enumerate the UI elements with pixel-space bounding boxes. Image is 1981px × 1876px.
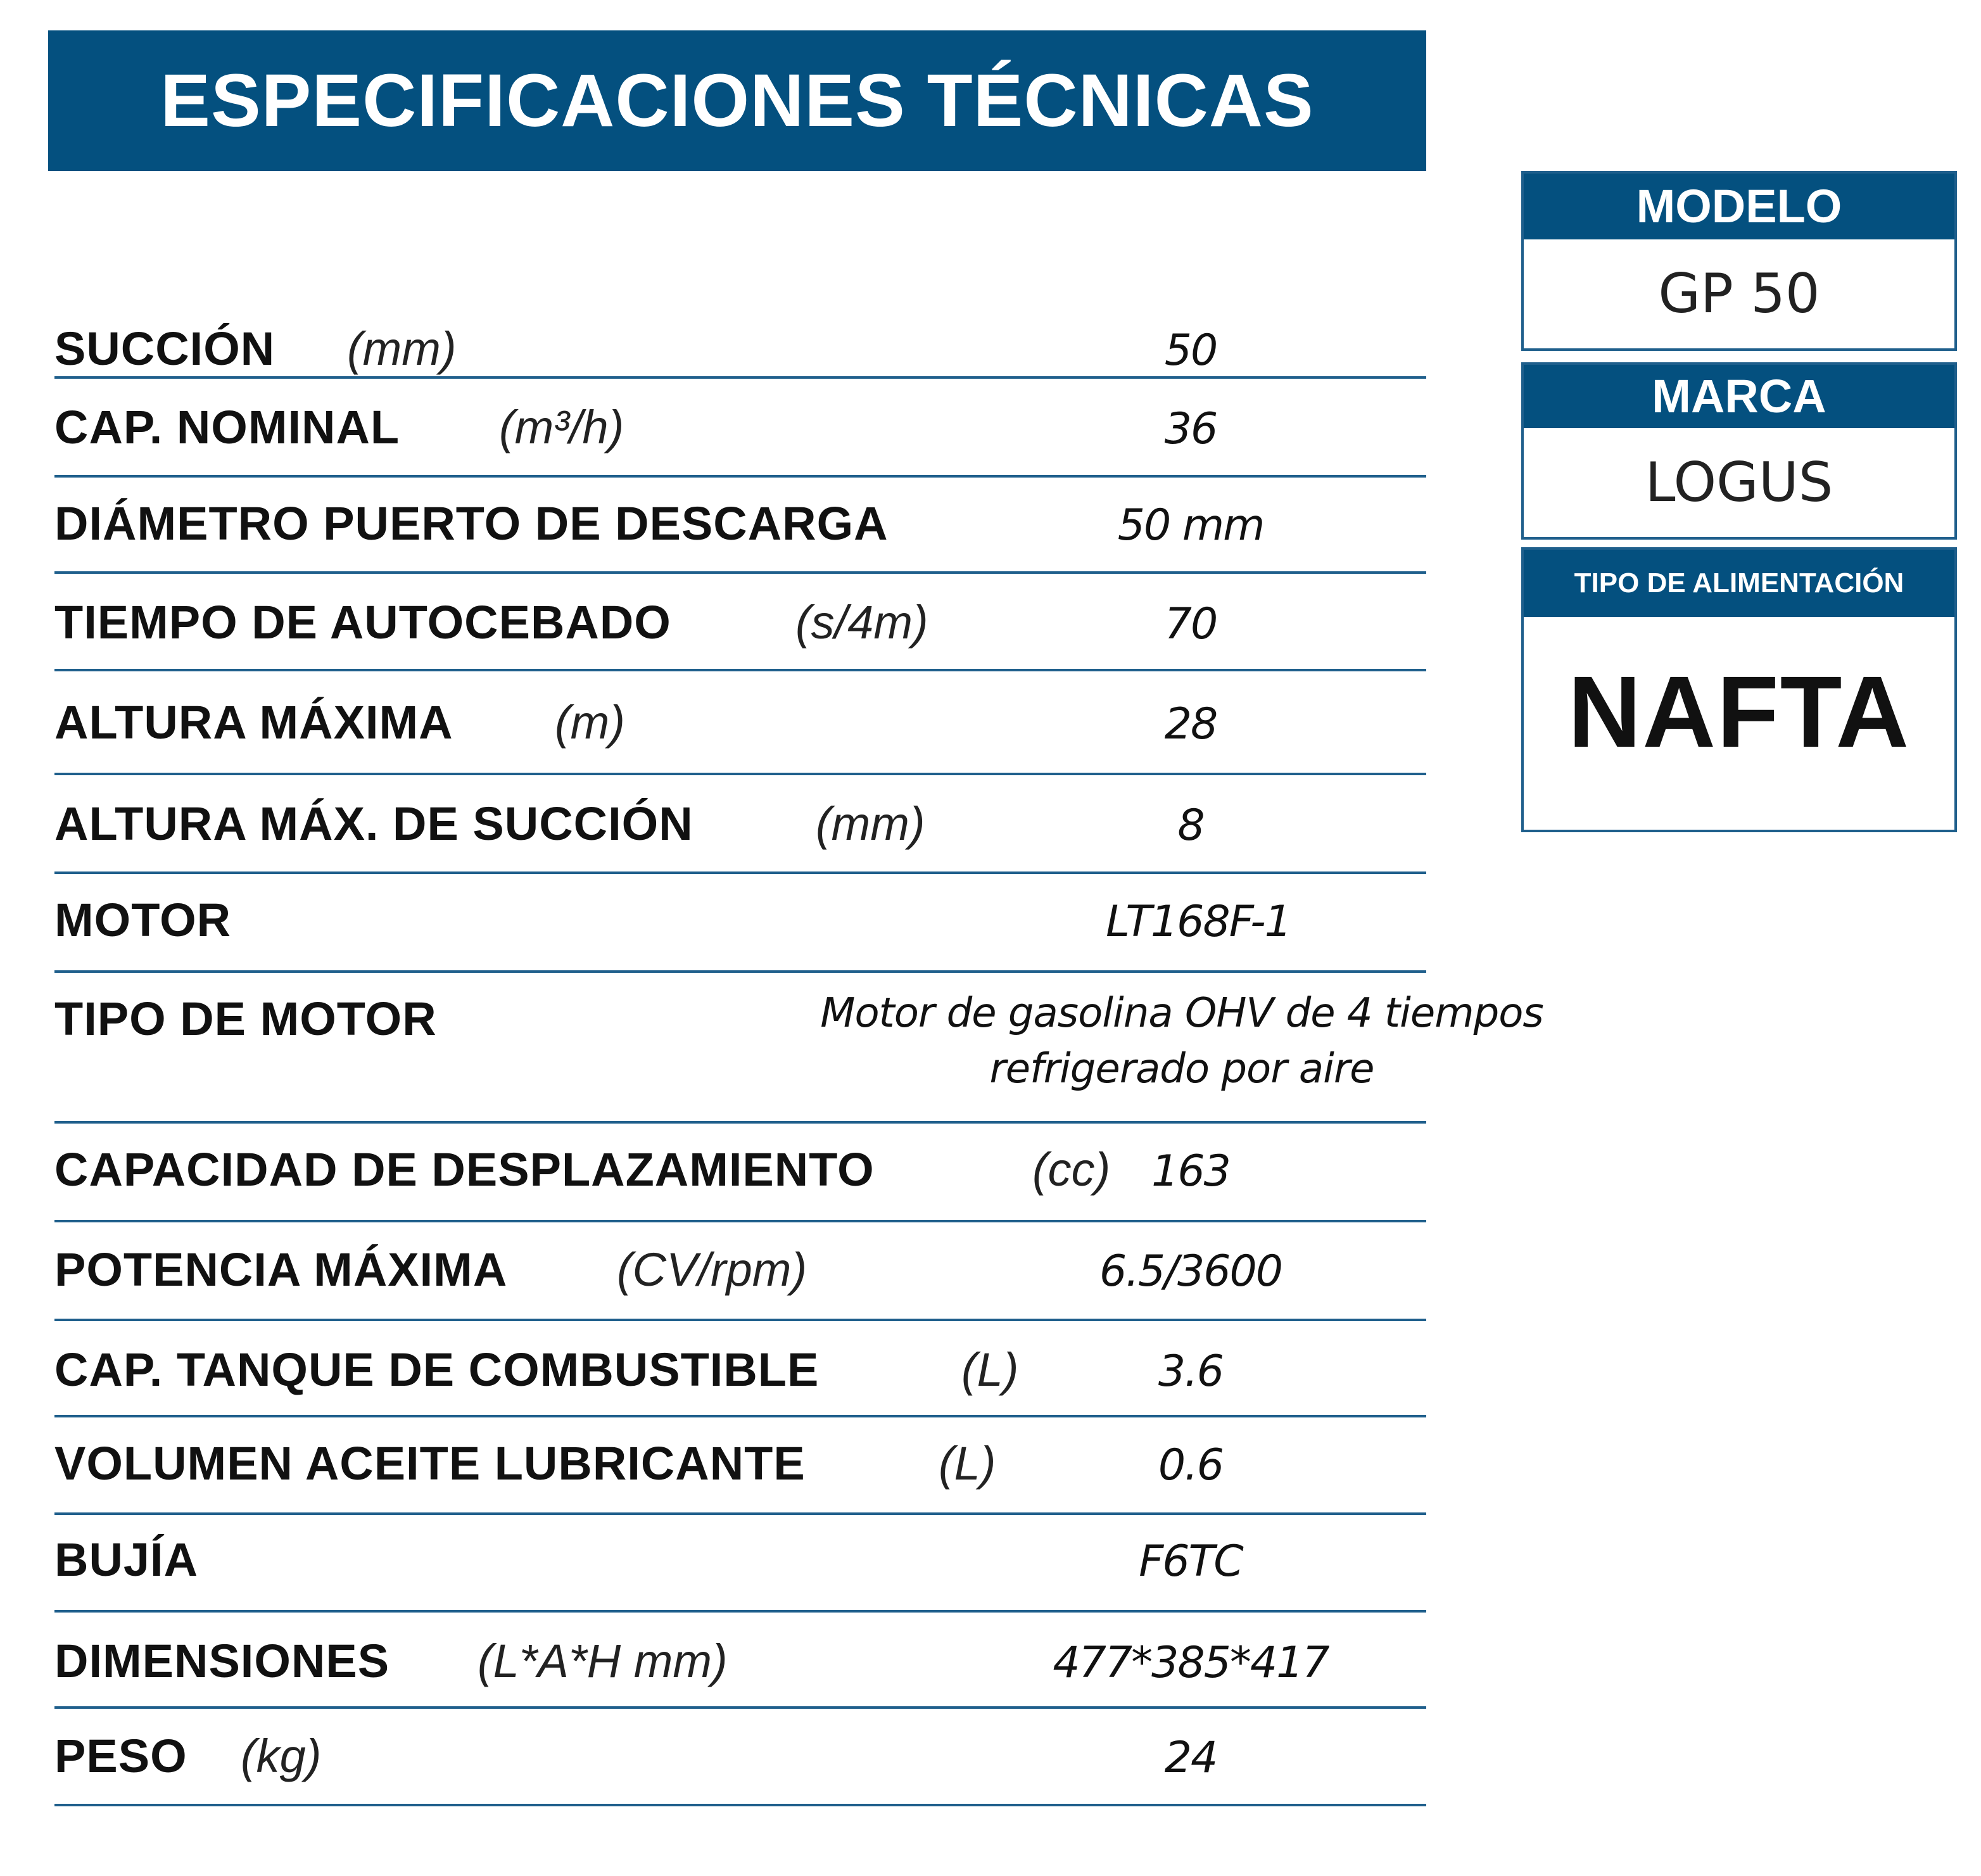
spec-value: 6.5/3600 <box>1099 1246 1282 1296</box>
spec-label: MOTOR <box>54 894 232 946</box>
brand-label: MARCA <box>1524 365 1954 428</box>
spec-unit: (m³/h) <box>499 401 624 453</box>
spec-unit: (m) <box>555 696 625 749</box>
spec-label: BUJÍA <box>54 1533 199 1586</box>
spec-row <box>54 1512 1426 1613</box>
spec-value: LT168F-1 <box>1106 897 1291 947</box>
spec-value: 3.6 <box>1158 1347 1224 1397</box>
model-value: GP 50 <box>1658 262 1820 326</box>
spec-label: PESO <box>54 1730 187 1782</box>
spec-label: DIMENSIONES <box>54 1635 390 1687</box>
spec-value: 477*385*417 <box>1053 1638 1329 1688</box>
brand-box <box>1521 362 1957 540</box>
spec-unit: (mm) <box>816 797 925 850</box>
spec-row <box>54 1415 1426 1515</box>
spec-value: 24 <box>1164 1733 1217 1783</box>
fuel-type-value: NAFTA <box>1567 655 1911 768</box>
spec-row <box>54 970 1543 1124</box>
fuel-type-label: TIPO DE ALIMENTACIÓN <box>1524 550 1954 617</box>
spec-unit: (cc) <box>1032 1143 1111 1196</box>
spec-row <box>54 773 1426 874</box>
spec-label: POTENCIA MÁXIMA <box>54 1243 508 1296</box>
spec-unit: (L*A*H mm) <box>478 1635 728 1687</box>
spec-value: 50 <box>1164 326 1217 376</box>
spec-row <box>54 1121 1426 1222</box>
spec-label: ALTURA MÁX. DE SUCCIÓN <box>54 797 693 850</box>
spec-unit: (L) <box>961 1343 1019 1396</box>
spec-unit: (kg) <box>241 1730 322 1782</box>
spec-value: 0.6 <box>1158 1440 1224 1490</box>
spec-value: 70 <box>1164 599 1217 649</box>
spec-row <box>54 376 1426 478</box>
spec-value: 8 <box>1177 801 1204 851</box>
spec-row <box>54 669 1426 775</box>
spec-value: 36 <box>1164 404 1217 454</box>
spec-label: CAP. TANQUE DE COMBUSTIBLE <box>54 1343 820 1396</box>
spec-row <box>54 571 1426 671</box>
spec-label: CAP. NOMINAL <box>54 401 400 453</box>
title-banner <box>48 30 1426 171</box>
spec-label: DIÁMETRO PUERTO DE DESCARGA <box>54 497 889 550</box>
spec-unit: (CV/rpm) <box>617 1243 807 1296</box>
spec-value: 28 <box>1164 699 1217 749</box>
model-label: MODELO <box>1524 174 1954 239</box>
spec-row <box>54 871 1426 973</box>
spec-row <box>54 475 1426 574</box>
spec-label: CAPACIDAD DE DESPLAZAMIENTO <box>54 1143 875 1196</box>
spec-label: TIPO DE MOTOR <box>54 992 437 1045</box>
spec-unit: (mm) <box>347 322 457 375</box>
spec-row <box>54 1220 1426 1321</box>
spec-unit: (s/4m) <box>795 596 928 649</box>
spec-row <box>54 1706 1426 1806</box>
spec-unit: (L) <box>939 1437 996 1490</box>
spec-row <box>54 1319 1426 1417</box>
fuel-type-box <box>1521 547 1957 832</box>
spec-row <box>54 1610 1426 1709</box>
spec-label: VOLUMEN ACEITE LUBRICANTE <box>54 1437 806 1490</box>
spec-label: SUCCIÓN <box>54 322 275 375</box>
spec-value: F6TC <box>1139 1537 1243 1587</box>
spec-value: 163 <box>1151 1146 1230 1196</box>
page-title: ESPECIFICACIONES TÉCNICAS <box>160 59 1314 143</box>
brand-value: LOGUS <box>1645 451 1833 514</box>
spec-label: TIEMPO DE AUTOCEBADO <box>54 596 671 649</box>
spec-row <box>54 298 1426 379</box>
spec-label: ALTURA MÁXIMA <box>54 696 453 749</box>
spec-value: Motor de gasolina OHV de 4 tiempos refrigerado por aire <box>820 990 1543 1093</box>
spec-value: 50 mm <box>1117 500 1264 550</box>
model-box <box>1521 171 1957 351</box>
